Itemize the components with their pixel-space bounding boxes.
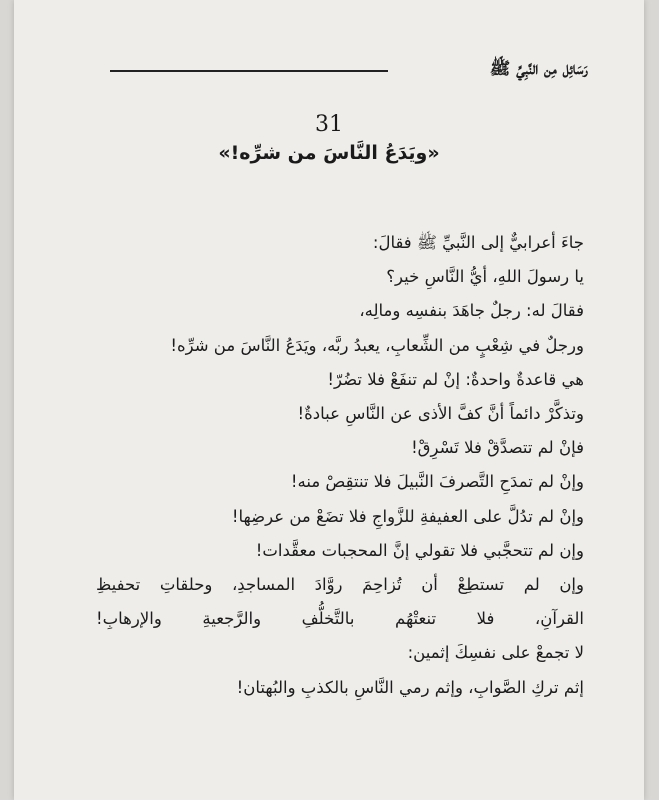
chapter-title: «ويَدَعُ النَّاسَ من شرِّه!» (218, 142, 440, 164)
text-line: إثم تركِ الصَّوابِ، وإثم رمي النَّاسِ بالكذبِ والبُهتان! (236, 677, 584, 697)
text-line: القرآنِ، فلا تنعتْهُم بالتَّخلُّفِ والرَّجعيةِ والإرهابِ! (96, 609, 584, 629)
body-text (96, 226, 584, 705)
running-header-title: رَسَائِل مِن النَّبِيِّ ﷺ (489, 59, 588, 79)
text-line: وإن لم تستطِعْ أن تُزاحِمَ روَّادَ المساجدِ، وحلقاتِ تحفيظِ (96, 575, 584, 595)
text-line: فقالَ له: رجلٌ جاهَدَ بنفسِه ومالِه، (359, 301, 584, 321)
book-page (14, 0, 644, 800)
text-line: وإن لم تتحجَّبي فلا تقولي إنَّ المحجبات معقَّدات! (255, 540, 584, 560)
text-line: وإنْ لم تمدَحِ التَّصرفَ النَّبيلَ فلا تنتقِصْ منه! (290, 472, 584, 492)
text-line: فإنْ لم تتصدَّقْ فلا تَسْرِقْ! (411, 438, 584, 458)
text-line: لا تجمعْ على نفسِكَ إثمين: (407, 643, 584, 663)
header-rule (110, 70, 388, 72)
running-header (110, 56, 588, 86)
chapter-number: 31 (315, 112, 343, 137)
text-line: يا رسولَ اللهِ، أيُّ النَّاسِ خير؟ (386, 267, 584, 287)
text-line: وإنْ لم تدُلَّ على العفيفةِ للزَّواجِ فلا تضَعْ من عرضِها! (231, 506, 584, 526)
text-line: ورجلٌ في شِعْبٍ من الشِّعابِ، يعبدُ ربَّه، ويَدَعُ النَّاسَ من شرِّه! (170, 335, 584, 355)
text-line: هي قاعدةٌ واحدةٌ: إنْ لم تنفَعْ فلا تضُرّ! (327, 369, 584, 389)
text-line: وتذكَّرْ دائماً أنَّ كفَّ الأذى عن النَّاسِ عبادةٌ! (297, 404, 584, 424)
text-line: جاءَ أعرابيٌّ إلى النَّبيِّ ﷺ فقالَ: (372, 233, 584, 252)
